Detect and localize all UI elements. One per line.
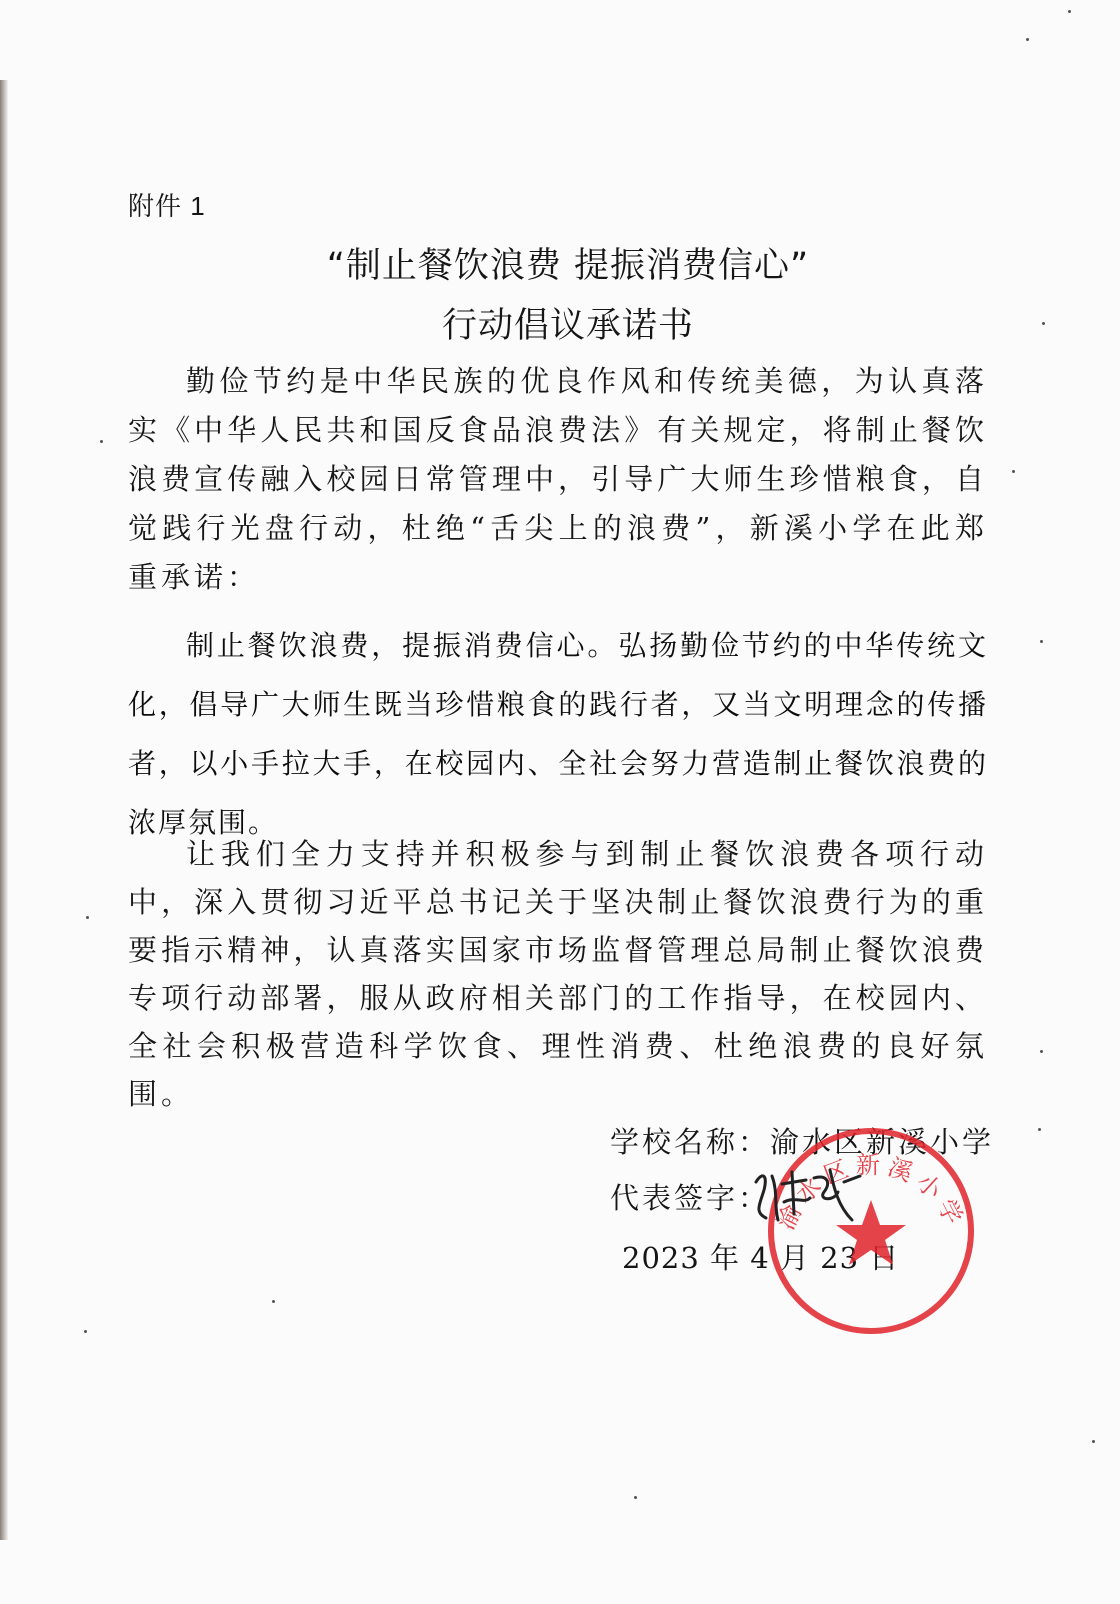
scan-speck bbox=[272, 1300, 275, 1303]
document-title-line1: “制止餐饮浪费 提振消费信心” bbox=[326, 246, 810, 286]
scan-speck bbox=[634, 1496, 637, 1499]
seal-text: 渝水区新溪小学 bbox=[771, 1151, 971, 1235]
annex-label: 附件 1 bbox=[128, 191, 206, 221]
scan-speck bbox=[1092, 1440, 1095, 1443]
scan-speck bbox=[1012, 470, 1015, 473]
paragraph-commitment: 制止餐饮浪费，提振消费信心。弘扬勤俭节约的中华传统文化，倡导广大师生既当珍惜粮食的践行者，又当文明理念的传播者，以小手拉大手，在校园内、全社会努力营造制止餐饮浪费的浓厚氛围。 bbox=[128, 629, 988, 839]
representative-signature-label: 代表签字： bbox=[610, 1181, 771, 1215]
scan-speck bbox=[84, 1330, 87, 1333]
signing-date: 2023 年 4 月 23 日 bbox=[622, 1241, 900, 1275]
scan-speck bbox=[1038, 1128, 1041, 1131]
official-seal-icon bbox=[760, 1118, 982, 1344]
document-title-line2: 行动倡议承诺书 bbox=[441, 306, 694, 346]
school-name-line: 学校名称：渝水区新溪小学 bbox=[610, 1125, 995, 1159]
scan-speck bbox=[1068, 10, 1071, 13]
handwritten-signature bbox=[748, 1162, 868, 1228]
scan-speck bbox=[1040, 640, 1043, 643]
scan-speck bbox=[1026, 38, 1029, 41]
scan-speck bbox=[86, 916, 89, 919]
scan-speck bbox=[1040, 1050, 1043, 1053]
scan-speck bbox=[1042, 322, 1045, 325]
paragraph-intro: 勤俭节约是中华民族的优良作风和传统美德，为认真落实《中华人民共和国反食品浪费法》有关规定，将制止餐饮浪费宣传融入校园日常管理中，引导广大师生珍惜粮食，自觉践行光盘行动，杜绝“舌尖上的浪费”，新溪小学在此郑重承诺： bbox=[128, 364, 988, 594]
scan-speck bbox=[100, 440, 103, 443]
paragraph-action: 让我们全力支持并积极参与到制止餐饮浪费各项行动中，深入贯彻习近平总书记关于坚决制止餐饮浪费行为的重要指示精神，认真落实国家市场监督管理总局制止餐饮浪费专项行动部署，服从政府相关部门的工作指导，在校园内、全社会积极营造科学饮食、理性消费、杜绝浪费的良好氛围。 bbox=[128, 837, 988, 1111]
scan-edge-shadow bbox=[0, 80, 8, 1540]
